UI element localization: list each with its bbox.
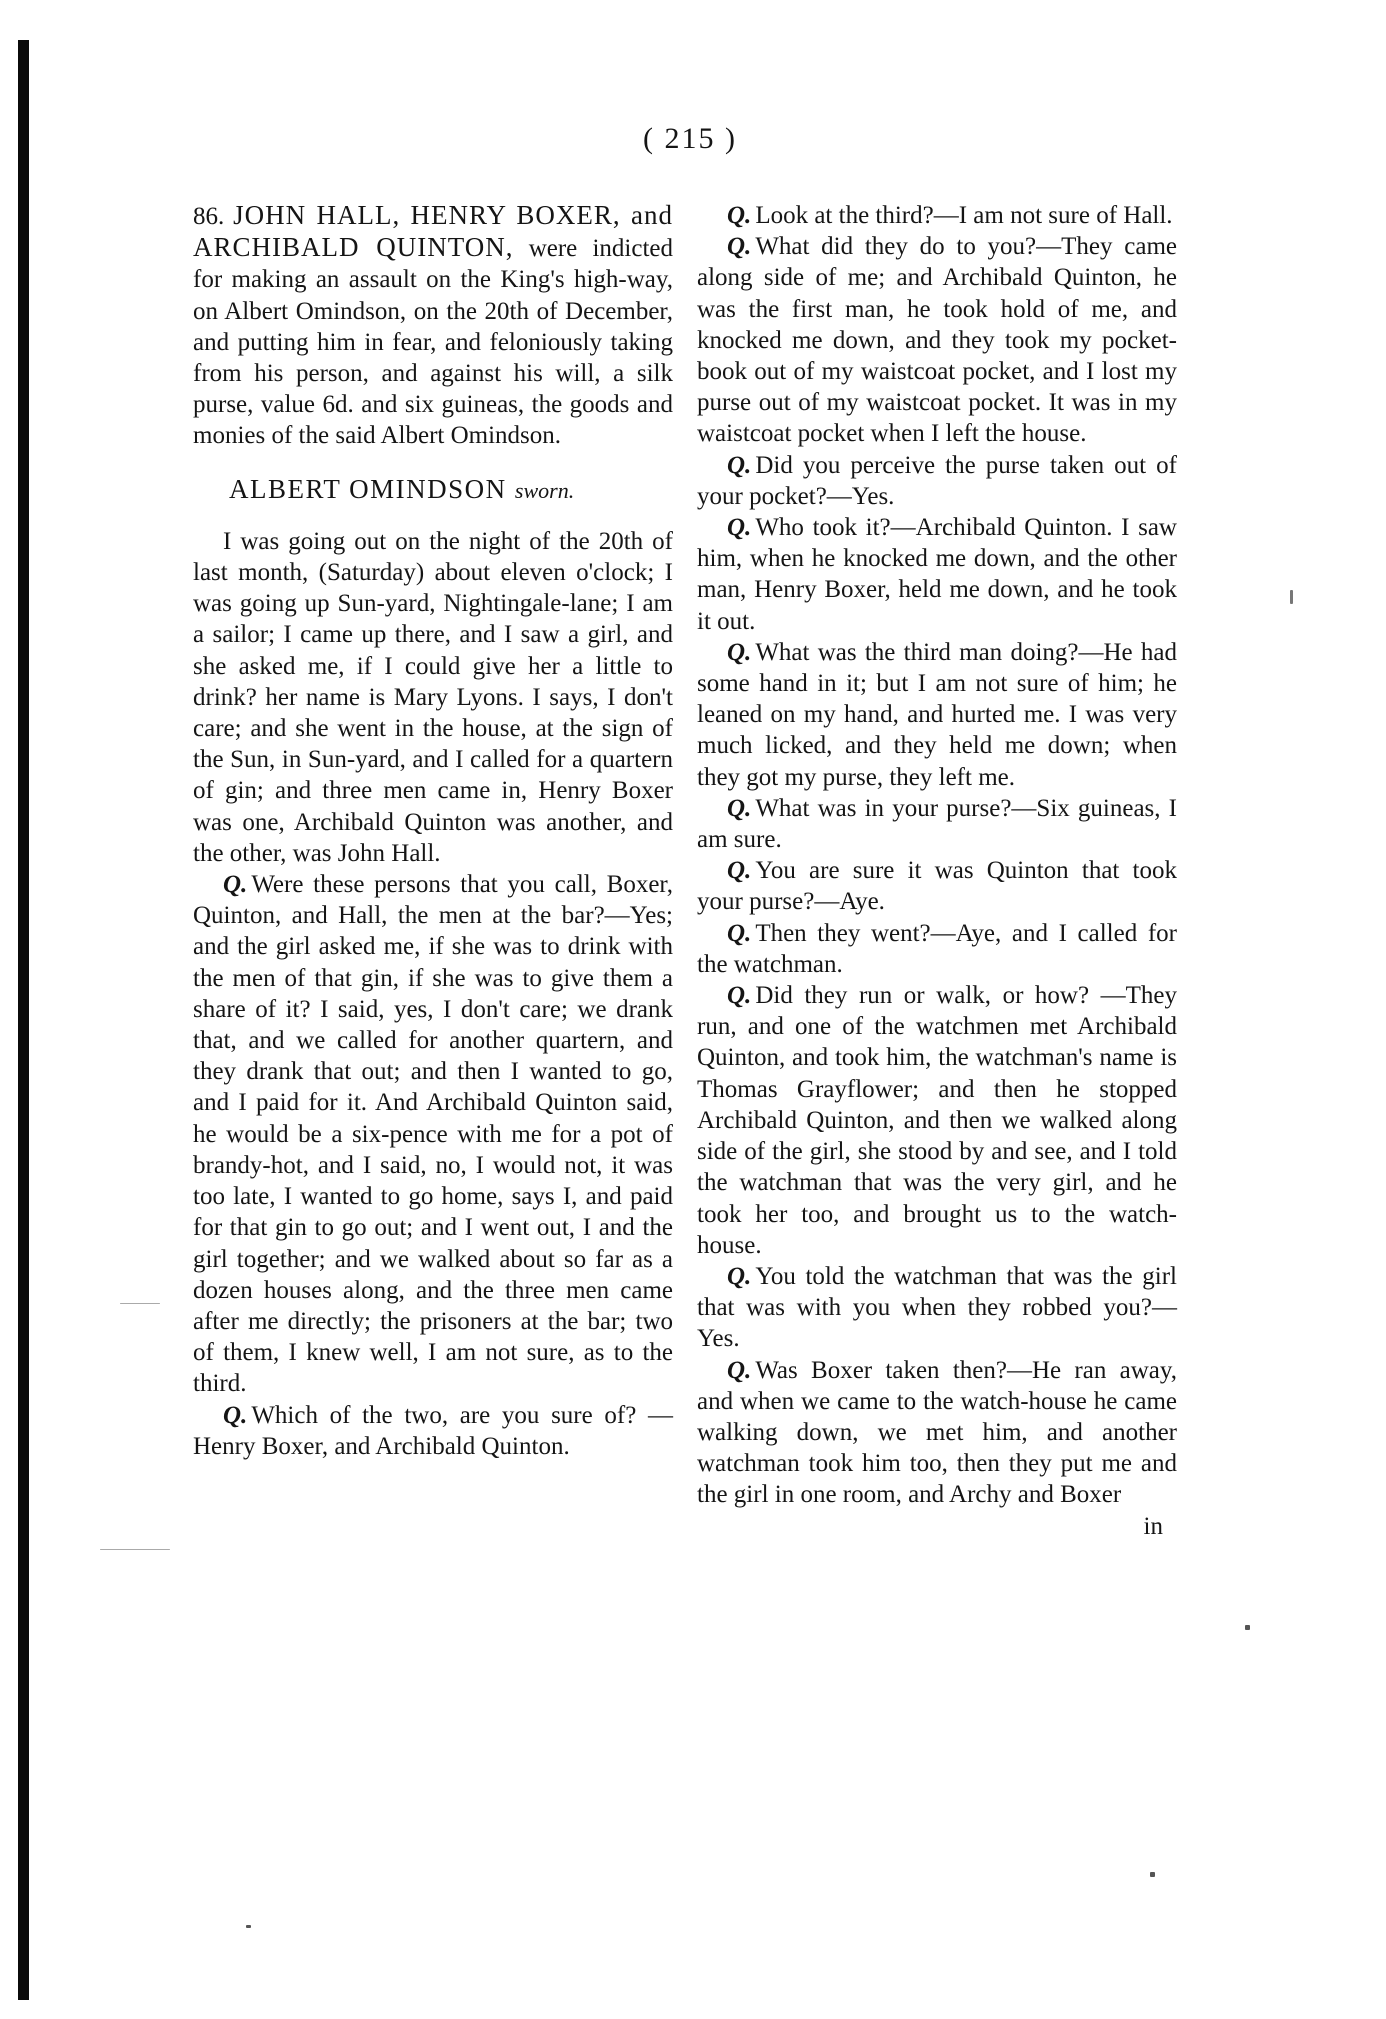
question-mark: Q. xyxy=(727,1356,752,1384)
question-text: Did you perceive the purse taken out of your pocket?—Yes. xyxy=(697,451,1177,510)
case-number: 86. xyxy=(193,203,225,230)
question-text: Which of the two, are you sure of? —Henry Boxer, and Archibald Quinton. xyxy=(193,1401,673,1460)
question-paragraph xyxy=(697,200,1177,231)
question-text: Were these persons that you call, Boxer, Quinton, and Hall, the men at the bar?—Yes; and the girl asked me, if she was to drink with the men of that gin, if she was to give them a share of it? I said, yes, I don't care; we drank that, and we called for another quartern, and they drank that out; and then I wanted to go, and I paid for it. And Archibald Quinton said, he would be a six-pence with me for a pot of brandy-hot, and I said, no, I would not, it was too late, I wanted to go home, says I, and paid for that gin to go out; and I went out, I and the girl together; and we walked about so far as a dozen houses along, and the three men came after me directly; the prisoners at the bar; two of them, I knew well, I am not sure, as to the third. xyxy=(193,871,673,1398)
question-text: Then they went?—Aye, and I called for the watchman. xyxy=(697,919,1177,978)
ink-speck xyxy=(1150,1872,1155,1877)
question-text: Was Boxer taken then?—He ran away, and when we came to the watch-house he came walking down, we met him, and another watchman took him too, then they put me and the girl in one room, and Archy and Boxer xyxy=(697,1356,1177,1509)
question-text: What was the third man doing?—He had some hand in it; but I am not sure of him; he leaned on my hand, and hurted me. I was very much licked, and they held me down; when they got my purse, they left me. xyxy=(697,638,1177,791)
defendant-names: JOHN HALL, HENRY BOXER, and ARCHIBALD QUINTON, xyxy=(193,200,674,263)
question-text: Did they run or walk, or how? —They run, and one of the watchmen met Archibald Quinton, and took him, the watchman's name is Thomas Grayflower; and then he stopped Archibald Quinton, and then we walked along side of the girl, she stood by and see, and I told the watchman that was the very girl, and he took her too, and brought us to the watch-house. xyxy=(697,982,1177,1259)
question-paragraph xyxy=(697,980,1177,1261)
right-column xyxy=(697,200,1177,1542)
question-text: What did they do to you?—They came along side of me; and Archibald Quinton, he was the first man, he took hold of me, and knocked me down, and they took my pocket-book out of my waistcoat pocket, and I lost my purse out of my waistcoat pocket. It was in my waistcoat pocket when I left the house. xyxy=(697,233,1177,448)
question-paragraph xyxy=(697,1261,1177,1355)
question-paragraph xyxy=(697,637,1177,793)
question-mark: Q. xyxy=(223,871,248,899)
ink-speck xyxy=(1290,590,1293,604)
question-paragraph xyxy=(697,231,1177,449)
question-paragraph xyxy=(697,512,1177,637)
question-paragraph xyxy=(193,869,673,1399)
question-paragraph xyxy=(697,1355,1177,1511)
indictment-paragraph xyxy=(193,200,673,452)
question-mark: Q. xyxy=(727,982,752,1010)
question-paragraph xyxy=(697,793,1177,855)
question-paragraph xyxy=(697,918,1177,980)
ink-speck xyxy=(246,1925,251,1928)
question-mark: Q. xyxy=(727,638,752,666)
question-mark: Q. xyxy=(727,794,752,822)
witness-name: ALBERT OMINDSON xyxy=(229,473,507,504)
question-paragraph xyxy=(697,855,1177,917)
ink-speck xyxy=(100,1549,170,1550)
question-paragraph xyxy=(193,1400,673,1462)
page-number: ( 215 ) xyxy=(643,122,737,155)
question-mark: Q. xyxy=(727,233,752,261)
witness-heading xyxy=(193,474,673,506)
ink-speck xyxy=(120,1303,160,1304)
question-mark: Q. xyxy=(727,202,752,229)
question-text: You told the watchman that was the girl that was with you when they robbed you?—Yes. xyxy=(697,1262,1177,1353)
book-spine-shadow xyxy=(18,40,29,2000)
question-mark: Q. xyxy=(727,514,752,542)
question-paragraph xyxy=(697,450,1177,512)
witness-sworn: sworn. xyxy=(514,477,575,503)
question-mark: Q. xyxy=(727,919,752,947)
question-text: Who took it?—Archibald Quinton. I saw him, when he knocked me down, and the other man, Henry Boxer, held me down, and he took it out. xyxy=(697,514,1177,635)
question-text: Look at the third?—I am not sure of Hall. xyxy=(755,202,1173,229)
left-column xyxy=(193,200,673,1462)
catchword: in xyxy=(1143,1512,1163,1540)
testimony-paragraph: I was going out on the night of the 20th of last month, (Saturday) about eleven o'clock; I was going up Sun-yard, Nightingale-lane; I am a sailor; I came up there, and I saw a girl, and she asked me, if I could give her a little to drink? her name is Mary Lyons. I says, I don't care; and she went in the house, at the sign of the Sun, in Sun-yard, and I called for a quartern of gin; and three men came in, Henry Boxer was one, Archibald Quinton was another, and the other, was John Hall. xyxy=(193,527,673,867)
question-text: You are sure it was Quinton that took your purse?—Aye. xyxy=(697,857,1177,916)
question-mark: Q. xyxy=(727,857,752,885)
question-mark: Q. xyxy=(223,1401,248,1429)
ink-speck xyxy=(1245,1625,1250,1630)
indictment-text: were indicted for making an assault on the King's high-way, on Albert Omindson, on the 20th of December, and putting him in fear, and feloniously taking from his person, and against his will, a silk purse, value 6d. and six guineas, the goods and monies of the said Albert Omindson. xyxy=(193,235,674,450)
question-text: What was in your purse?—Six guineas, I am sure. xyxy=(697,794,1177,854)
question-mark: Q. xyxy=(727,451,752,479)
question-mark: Q. xyxy=(727,1262,752,1290)
